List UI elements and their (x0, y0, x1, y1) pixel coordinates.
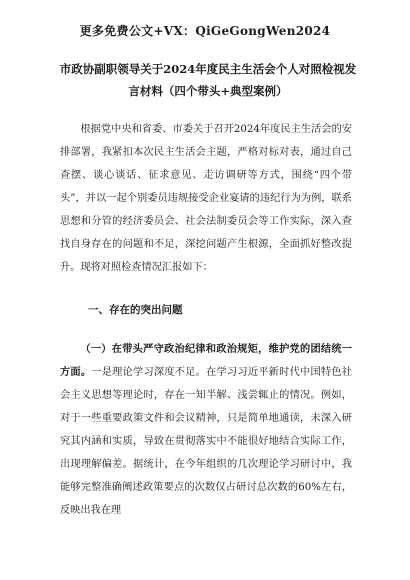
subsection-paragraph (60, 338, 352, 522)
subsection-heading: （一）在带头严守政治纪律和政治规矩，维护党的团结统一方面。 (60, 343, 352, 378)
intro-paragraph: 根据党中央和省委、市委关于召开2024年度民主生活会的安排部署，我紧扣本次民主生活会主题，严格对标对表，通过自己查摆、谈心谈话、征求意见、走访调研等方式，围绕“四个带头”，并以一起个别委员违规接受企业宴请的违纪行为为例，联系思想和分管的经济委员会、社会法制委员会等工作实际，深入查找自身存在的问题和不足，深挖问题产生根源，全面抓好整改提升。现将对照检查情况汇报如下： (60, 124, 352, 273)
section-heading: 一、存在的突出问题 (88, 304, 183, 316)
watermark-header: 更多免费公文+VX：QiGeGongWen2024 (79, 24, 331, 38)
subsection-body: 一是理论学习深度不足。在学习习近平新时代中国特色社会主义思想等理论时，存在一知半解、浅尝辄止的情况。例如，对于一些重要政策文件和会议精神，只是简单地通读，未深入研究其内涵和实质，导致在贯彻落实中不能很好地结合实际工作，出现理解偏差。据统计，在今年组织的几次理论学习研讨中，我能够完整准确阐述政策要点的次数仅占研讨总次数的60%左右，反映出我在理 (60, 367, 352, 516)
document-title: 市政协副职领导关于2024年度民主生活会个人对照检视发言材料（四个带头+典型案例） (59, 62, 357, 98)
